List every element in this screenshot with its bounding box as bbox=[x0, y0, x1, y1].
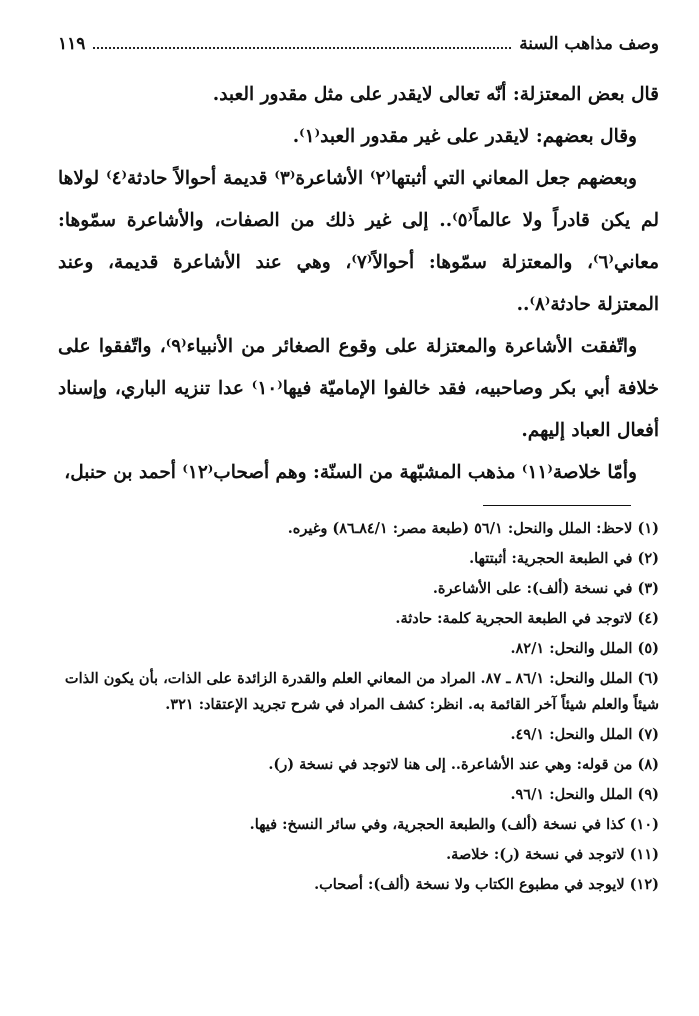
running-header bbox=[58, 30, 659, 58]
footnote-2: (٢) في الطبعة الحجرية: أثبتتها. bbox=[469, 550, 659, 567]
footnote-3: (٣) في نسخة (ألف): على الأشاعرة. bbox=[432, 580, 659, 597]
footnote-5: (٥) الملل والنحل: ٨٢/١. bbox=[510, 640, 659, 657]
paragraph-4: واتّفقت الأشاعرة والمعتزلة على وقوع الصغائر من الأنبياء⁽٩⁾، واتّفقوا على خلافة أبي بكر وصاحبيه، فقد خالفوا الإماميّة فيها⁽١٠⁾ عدا تنزيه الباري، وإسناد أفعال العباد إليهم. bbox=[58, 336, 659, 441]
paragraph-1: قال بعض المعتزلة: أنّه تعالى لايقدر على مثل مقدور العبد. bbox=[212, 84, 659, 105]
header-title: وصف مذاهب السنة bbox=[519, 34, 659, 54]
header-leader-dots bbox=[93, 47, 511, 49]
paragraph-3: وبعضهم جعل المعاني التي أثبتها⁽٢⁾ الأشاعرة⁽٣⁾ قديمة أحوالاً حادثة⁽٤⁾ لولاها لم يكن قادراً ولا عالماً⁽٥⁾.. إلى غير ذلك من الصفات، والأشاعرة سمّوها: معاني⁽٦⁾، والمعتزلة سمّوها: أحوالاً⁽٧⁾، وهي عند الأشاعرة قديمة، وعند المعتزلة حادثة⁽٨⁾.. bbox=[58, 168, 659, 315]
footnote-11: (١١) لاتوجد في نسخة (ر): خلاصة. bbox=[446, 846, 659, 863]
footnote-10: (١٠) كذا في نسخة (ألف) والطبعة الحجرية، وفي سائر النسخ: فيها. bbox=[249, 816, 659, 833]
footnotes bbox=[58, 514, 659, 900]
paragraph-2: وقال بعضهم: لايقدر على غير مقدور العبد⁽١⁾. bbox=[292, 126, 637, 147]
footnote-8: (٨) من قوله: وهي عند الأشاعرة.. إلى هنا لاتوجد في نسخة (ر). bbox=[268, 756, 659, 773]
main-text bbox=[58, 74, 659, 494]
footnote-12: (١٢) لايوجد في مطبوع الكتاب ولا نسخة (ألف): أصحاب. bbox=[314, 876, 659, 893]
footnote-4: (٤) لاتوجد في الطبعة الحجرية كلمة: حادثة. bbox=[395, 610, 659, 627]
paragraph-5: وأمّا خلاصة⁽١١⁾ مذهب المشبّهة من السنّة: وهم أصحاب⁽١٢⁾ أحمد بن حنبل، bbox=[64, 462, 637, 483]
footnote-6: (٦) الملل والنحل: ٨٦/١ ـ ٨٧. المراد من المعاني العلم والقدرة الزائدة على الذات، بأن يكون الذات شيئاً والعلم شيئاً آخر القائمة به. انظر: كشف المراد في شرح تجريد الإعتقاد: ٣٢١. bbox=[64, 670, 659, 713]
footnote-1: (١) لاحظ: الملل والنحل: ٥٦/١ (طبعة مصر: ٨٤/١ـ٨٦) وغيره. bbox=[287, 520, 659, 537]
footnote-separator bbox=[483, 505, 631, 506]
footnote-9: (٩) الملل والنحل: ٩٦/١. bbox=[510, 786, 659, 803]
footnote-7: (٧) الملل والنحل: ٤٩/١. bbox=[510, 726, 659, 743]
page-number: ١١٩ bbox=[58, 34, 86, 54]
